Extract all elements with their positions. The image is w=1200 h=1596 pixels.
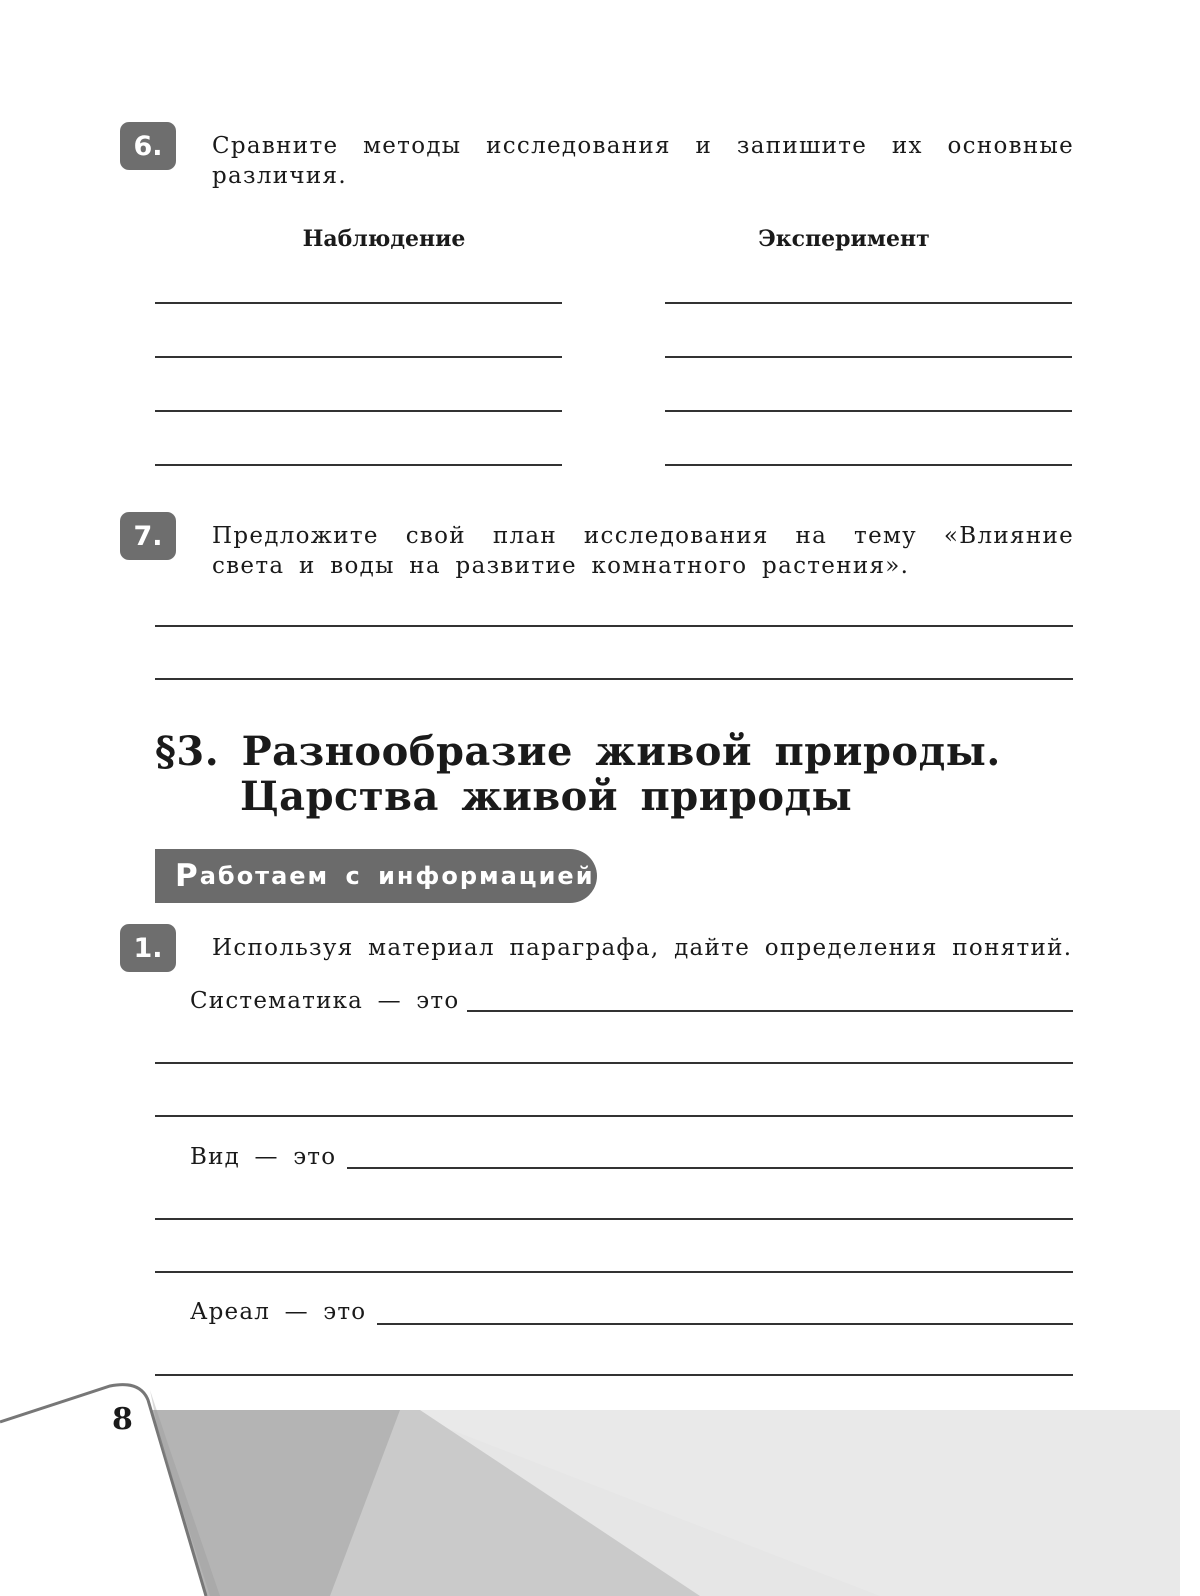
answer-line-species[interactable]	[347, 1167, 1073, 1169]
task-6-number-badge: 6.	[120, 122, 176, 170]
task-7-text: Предложите свой план исследования на тему «Влияние света и воды на развитие комнатного растения».	[212, 523, 1074, 579]
definition-label-species: Вид — это	[190, 1144, 337, 1170]
answer-line-systematics[interactable]	[467, 1010, 1073, 1012]
section-heading-line-1: §3. Разнообразие живой природы.	[155, 728, 1001, 775]
answer-line-observation[interactable]	[155, 464, 562, 466]
column-header-observation: Наблюдение	[302, 226, 466, 252]
answer-line-experiment[interactable]	[665, 410, 1072, 412]
task-1-number-badge: 1.	[120, 924, 176, 972]
info-tab-banner	[155, 849, 597, 903]
page-number: 8	[112, 1402, 133, 1437]
section-heading-line-2: Царства живой природы	[240, 773, 853, 820]
answer-line-range[interactable]	[155, 1374, 1073, 1376]
footer-decoration	[0, 1380, 1200, 1596]
answer-line-range[interactable]	[377, 1323, 1073, 1325]
answer-line-observation[interactable]	[155, 356, 562, 358]
answer-line-task-7[interactable]	[155, 625, 1073, 627]
answer-line-observation[interactable]	[155, 302, 562, 304]
answer-line-experiment[interactable]	[665, 302, 1072, 304]
task-7-number-badge: 7.	[120, 512, 176, 560]
answer-line-systematics[interactable]	[155, 1062, 1073, 1064]
answer-line-task-7[interactable]	[155, 678, 1073, 680]
answer-line-systematics[interactable]	[155, 1115, 1073, 1117]
answer-line-observation[interactable]	[155, 410, 562, 412]
info-tab-label: аботаем с информацией	[199, 862, 595, 890]
answer-line-experiment[interactable]	[665, 464, 1072, 466]
answer-line-species[interactable]	[155, 1271, 1073, 1273]
column-header-experiment: Эксперимент	[758, 226, 930, 252]
answer-line-experiment[interactable]	[665, 356, 1072, 358]
task-6-text: Сравните методы исследования и запишите их основные различия.	[212, 133, 1074, 189]
definition-label-range: Ареал — это	[190, 1299, 367, 1325]
answer-line-species[interactable]	[155, 1218, 1073, 1220]
task-1-text: Используя материал параграфа, дайте определения понятий.	[212, 935, 1073, 961]
info-tab-initial: Р	[175, 858, 200, 894]
definition-label-systematics: Систематика — это	[190, 988, 460, 1014]
